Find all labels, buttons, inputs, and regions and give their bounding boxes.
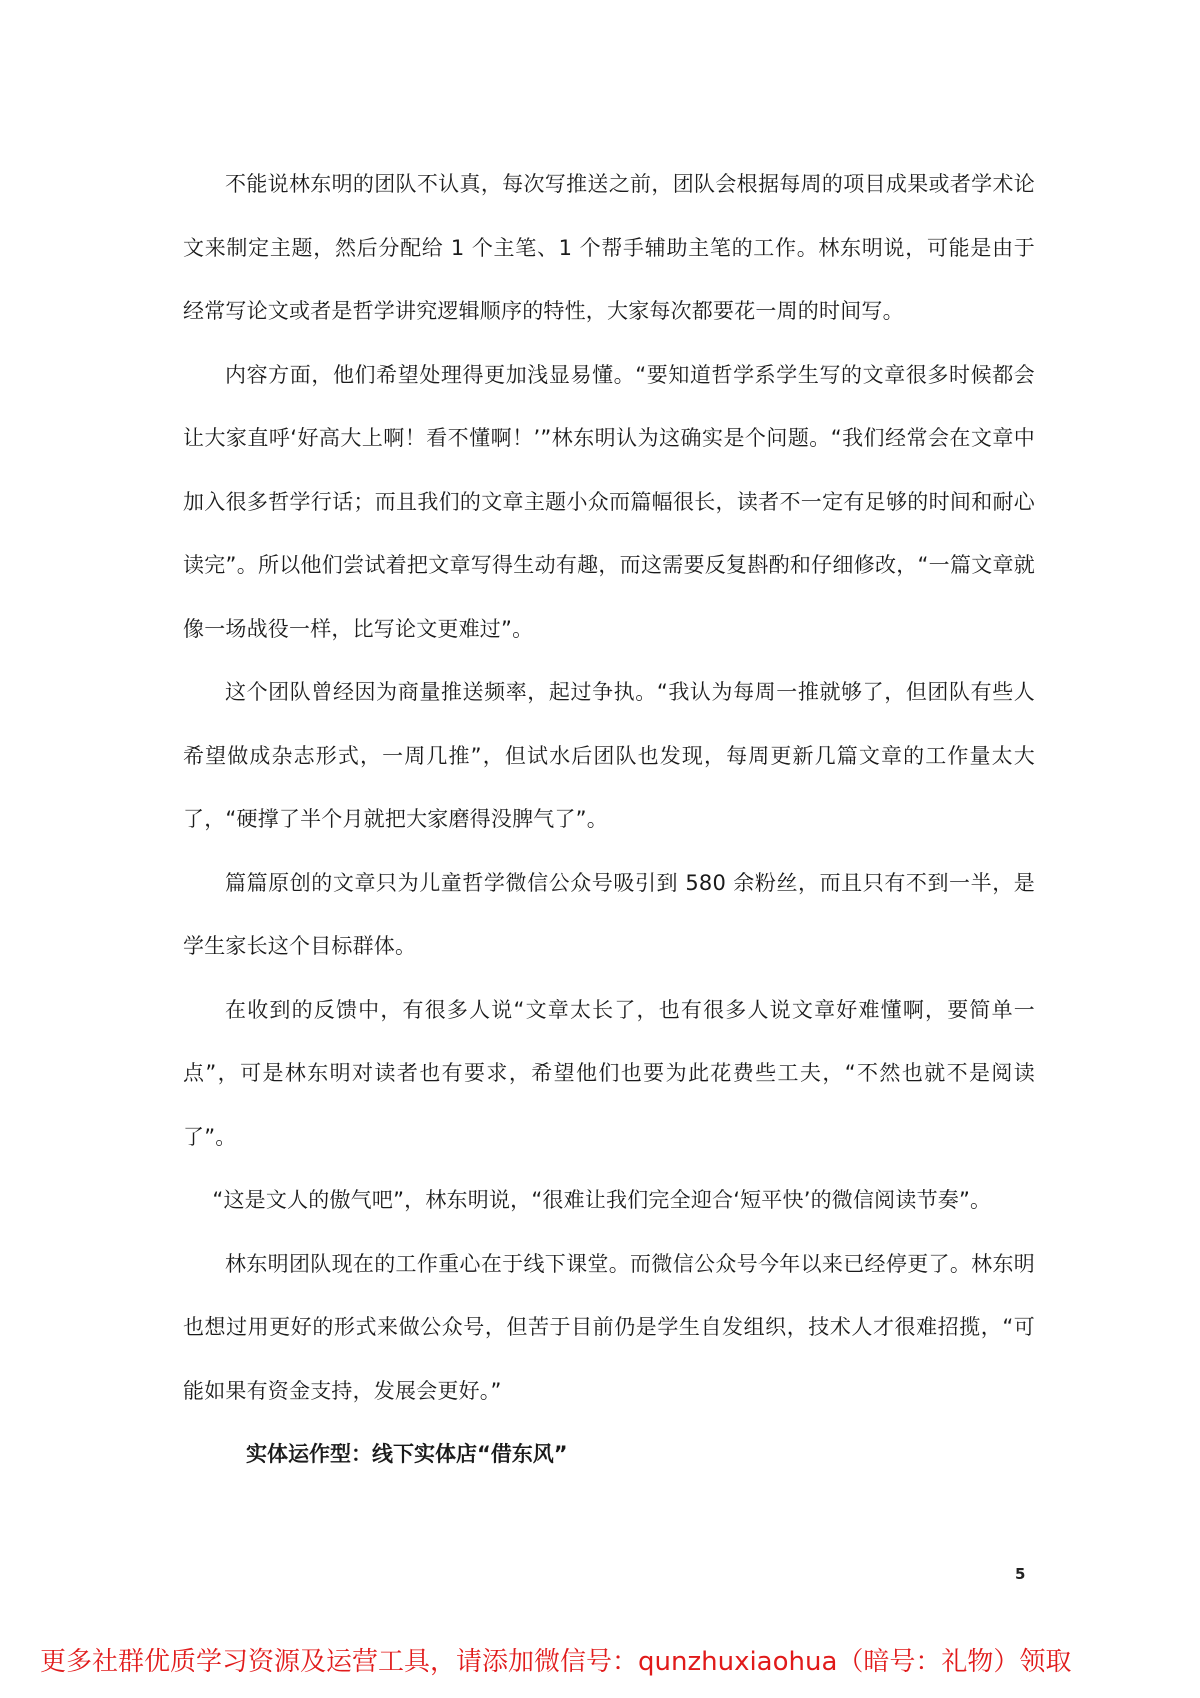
paragraph: “这是文人的傲气吧”，林东明说，“很难让我们完全迎合‘短平快’的微信阅读节奏”。: [212, 1188, 992, 1212]
page-number: 5: [1015, 1565, 1026, 1583]
paragraph: 林东明团队现在的工作重心在于线下课堂。而微信公众号今年以来已经停更了。林东明也想过用更好的形式来做公众号，但苦于目前仍是学生自发组织，技术人才很难招揽，“可能如果有资金支持，发展会更好。”: [183, 1251, 1035, 1403]
promo-banner: 更多社群优质学习资源及运营工具，请添加微信号：qunzhuxiaohua（暗号：礼物）领取: [40, 1647, 1072, 1677]
article-body: [183, 153, 1035, 1487]
paragraph: 这个团队曾经因为商量推送频率，起过争执。“我认为每周一推就够了，但团队有些人希望做成杂志形式，一周几推”，但试水后团队也发现，每周更新几篇文章的工作量太大了，“硬撑了半个月就把大家磨得没脾气了”。: [183, 680, 1035, 831]
paragraph: 在收到的反馈中，有很多人说“文章太长了，也有很多人说文章好难懂啊，要简单一点”，可是林东明对读者也有要求，希望他们也要为此花费些工夫，“不然也就不是阅读了”。: [183, 997, 1035, 1149]
paragraph: 不能说林东明的团队不认真，每次写推送之前，团队会根据每周的项目成果或者学术论文来制定主题，然后分配给 1 个主笔、1 个帮手辅助主笔的工作。林东明说，可能是由于经常写论文或者是哲学讲究逻辑顺序的特性，大家每次都要花一周的时间写。: [183, 172, 1035, 323]
section-heading: 实体运作型：线下实体店“借东风”: [246, 1442, 568, 1466]
paragraph: 内容方面，他们希望处理得更加浅显易懂。“要知道哲学系学生写的文章很多时候都会让大家直呼‘好高大上啊！看不懂啊！’”林东明认为这确实是个问题。“我们经常会在文章中加入很多哲学行话；而且我们的文章主题小众而篇幅很长，读者不一定有足够的时间和耐心读完”。所以他们尝试着把文章写得生动有趣，而这需要反复斟酌和仔细修改，“一篇文章就像一场战役一样，比写论文更难过”。: [183, 362, 1035, 641]
paragraph: 篇篇原创的文章只为儿童哲学微信公众号吸引到 580 余粉丝，而且只有不到一半，是学生家长这个目标群体。: [183, 870, 1035, 958]
